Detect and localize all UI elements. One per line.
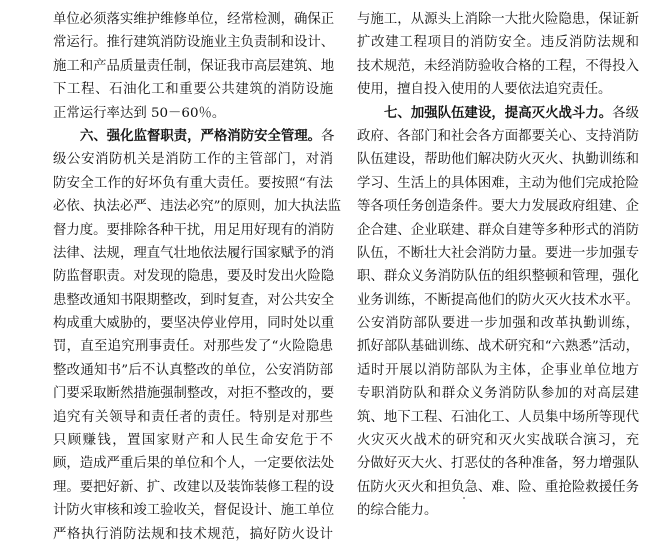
right-column [357,8,639,523]
text-line: 法律、法规，理直气壮地依法履行国家赋予的消 [53,245,335,261]
text-line: 使用，擅自投入使用的人要依法追究责任。 [357,82,612,98]
text-line: 追究有关领导和责任者的责任。特别是对那些 [53,409,333,425]
text-line: 适时开展以消防部队为主体，企事业单位地方 [357,362,639,378]
text-line: 政府、各部门和社会各方面都要关心、支持消防 [357,128,639,144]
text-line: 督力度。要排除各种干扰，用足用好现有的消防 [53,222,335,238]
text-fragment: 各 [321,128,335,144]
text-line: 的综合能力。 [357,503,438,519]
section-seven-heading: 七、加强队伍建设，提高灭火战斗力。 [384,104,613,121]
text-line: 与施工，从源头上消除一大批火险隐患，保证新 [357,12,639,27]
text-line: 级公安消防机关是消防工作的主管部门，对消 [53,152,333,168]
text-line: 施工和产品质量责任制，保证我市高层建筑、地 [53,58,335,74]
text-line: 常运行。推行建筑消防设施业主负责制和设计、 [53,35,335,51]
text-line: 扩改建工程项目的消防安全。违反消防法规和 [357,35,639,51]
text-line: 防监督职责。对发现的隐患，要及时发出火险隐 [53,269,335,285]
text-line: 构成重大威胁的，要坚决停业停用，同时处以重 [53,316,335,332]
left-column [53,8,342,546]
text-line: 门要采取断然措施强制整改，对拒不整改的，要 [53,386,335,402]
text-line: 火灾灭火战术的研究和灭火实战联合演习，充 [357,433,639,449]
text-line: 职、群众义务消防队伍的组织整顿和管理，强化 [357,269,639,285]
text-line: 顾，造成严重后果的单位和个人，一定要依法处 [53,456,335,472]
text-line: 整改通知书”后不认真整改的单位，公安消防部 [53,362,333,378]
text-line: 专职消防队和群众义务消防队参加的对高层建 [357,386,639,402]
text-line: 伍防火灭火和担负急、难、险、重抢险救援任务 [357,479,639,495]
text-line: 队伍，不断壮大社会消防力量。要进一步加强专 [357,245,639,261]
text-line: 企合建、企业联建、群众自建等多种形式的消防 [357,222,639,238]
scan-speck [463,497,465,499]
text-line: 技术规范，未经消防验收合格的工程，不得投入 [357,58,639,74]
text-line: 队伍建设，帮助他们解决防火灭火、执勤训练和 [357,152,639,168]
text-line: 防安全工作的好坏负有重大责任。要按照“有法 [53,175,333,191]
text-line: 下工程、石油化工和重要公共建筑的消防设施 [53,82,333,98]
section-seven-first-line [357,102,639,125]
text-line: 抓好部队基础训练、战术研究和“六熟悉”活动， [357,339,639,355]
text-line: 业务训练，不断提高他们的防火灭火技术水平。 [357,292,639,308]
text-fragment: 各级 [612,105,640,121]
text-line: 等各项任务创造条件。要大力发展政府组建、企 [357,199,639,215]
text-line: 学习、生活上的具体困难，主动为他们完成抢险 [357,175,639,191]
text-line: 分做好灭大火、打恶仗的各种准备，努力增强队 [357,456,639,472]
text-line: 筑、地下工程、石油化工、人员集中场所等现代 [357,409,639,425]
section-six-heading: 六、强化监督职责，严格消防安全管理。 [80,127,322,144]
text-line: 罚，直至追究刑事责任。对那些发了“火险隐患 [53,339,333,355]
text-line: 严格执行消防法规和技术规范，搞好防火设计 [53,526,333,542]
section-six-first-line [53,125,333,148]
text-line: 单位必须落实维护维修单位，经常检测，确保正 [53,12,335,27]
text-line: 只顾赚钱，置国家财产和人民生命安危于不 [53,433,333,449]
text-line: 公安消防部队要进一步加强和改革执勤训练， [357,316,639,332]
text-line: 患整改通知书限期整改，到时复查，对公共安全 [53,292,335,308]
text-line: 计防火审核和竣工验收关，督促设计、施工单位 [53,503,335,519]
text-line: 理。要把好新、扩、改建以及装饰装修工程的设 [53,479,335,495]
text-line: 必依、执法必严、违法必究”的原则，加大执法监 [53,199,342,215]
text-line: 正常运行率达到 50－60％。 [53,105,226,121]
